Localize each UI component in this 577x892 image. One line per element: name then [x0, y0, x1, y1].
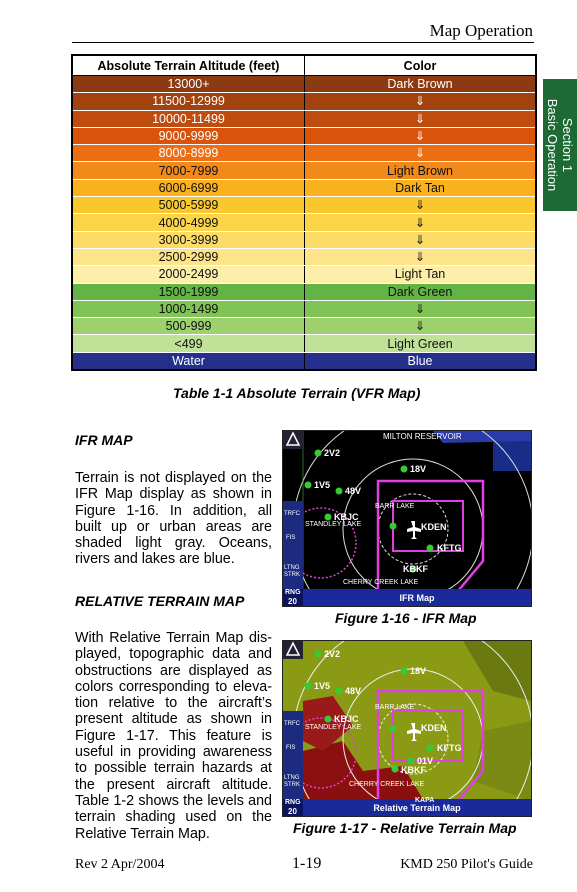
- relative-paragraph-line: With Relative Terrain Map dis-: [75, 630, 272, 646]
- terrain-row: [72, 283, 536, 300]
- color-cell: ⇓: [305, 214, 537, 231]
- color-cell: ⇓: [305, 248, 537, 265]
- ifr-range-value: 20: [288, 597, 297, 606]
- relative-map-place-label: 18V: [410, 666, 427, 676]
- relative-map-place-label: KBKF: [401, 765, 426, 775]
- relative-terrain-paragraph: [75, 630, 272, 842]
- altitude-cell: 7000-7999: [72, 162, 305, 179]
- altitude-cell: <499: [72, 335, 305, 352]
- relative-map-place-label: 1V5: [314, 681, 331, 691]
- altitude-cell: 2000-2499: [72, 266, 305, 283]
- ifr-traffic-button[interactable]: TRFC: [284, 511, 300, 517]
- ifr-range-label: RNG: [285, 589, 301, 596]
- table-caption: Table 1-1 Absolute Terrain (VFR Map): [173, 385, 421, 401]
- altitude-cell: 8000-8999: [72, 145, 305, 162]
- relative-map-place-label: 01V: [417, 756, 434, 766]
- relative-paragraph-line: colors corresponding to eleva-: [75, 678, 272, 695]
- ifr-paragraph-line: shaded light gray. Oceans,: [75, 535, 272, 552]
- relative-paragraph-line: Figure 1-17. This feature is: [75, 727, 272, 744]
- relative-map-place-label: CHERRY CREEK LAKE: [349, 781, 425, 788]
- ifr-map-place-label: 2V2: [324, 448, 341, 458]
- section-tab: [543, 79, 577, 211]
- relative-paragraph-line: useful in providing awareness: [75, 744, 272, 761]
- relative-paragraph-line: terrain shading used on the: [75, 809, 272, 826]
- terrain-row: [72, 335, 536, 352]
- column-header-altitude: Absolute Terrain Altitude (feet): [72, 55, 305, 76]
- color-cell: ⇓: [305, 110, 537, 127]
- ifr-map-paragraph: [75, 470, 272, 568]
- terrain-row: [72, 110, 536, 127]
- color-cell: Dark Tan: [305, 179, 537, 196]
- terrain-color-table: [71, 54, 537, 371]
- terrain-row: [72, 162, 536, 179]
- ifr-map-heading: IFR MAP: [75, 432, 133, 448]
- color-cell: ⇓: [305, 93, 537, 110]
- section-tab-line1: Section 1: [560, 117, 575, 173]
- altitude-cell: 11500-12999: [72, 93, 305, 110]
- terrain-row: [72, 197, 536, 214]
- color-cell: ⇓: [305, 127, 537, 144]
- relative-fis-button[interactable]: FIS: [286, 745, 296, 751]
- ifr-paragraph-line: IFR Map display as shown in: [75, 486, 272, 503]
- ifr-map-place-label: 18V: [410, 464, 427, 474]
- footer-page-number: 1-19: [292, 855, 322, 872]
- ifr-map-mode-label: IFR Map: [399, 593, 435, 603]
- terrain-row: [72, 93, 536, 110]
- section-tab-line2: Basic Operation: [545, 98, 560, 192]
- altitude-cell: 500-999: [72, 318, 305, 335]
- relative-map-mode-label: Relative Terrain Map: [373, 803, 461, 813]
- color-cell: ⇓: [305, 197, 537, 214]
- relative-map-place-label: STANDLEY LAKE: [305, 724, 362, 731]
- relative-map-place-label: 48V: [345, 686, 362, 696]
- ifr-paragraph-line: Terrain is not displayed on the: [75, 470, 272, 486]
- ifr-map-place-label: STANDLEY LAKE: [305, 521, 362, 528]
- terrain-row: [72, 248, 536, 265]
- altitude-cell: 13000+: [72, 76, 305, 93]
- relative-terrain-heading: RELATIVE TERRAIN MAP: [75, 593, 245, 609]
- altitude-cell: 3000-3999: [72, 231, 305, 248]
- terrain-row: [72, 145, 536, 162]
- terrain-row: [72, 127, 536, 144]
- altitude-cell: 10000-11499: [72, 110, 305, 127]
- relative-paragraph-line: obstructions are displayed as: [75, 662, 272, 679]
- ifr-map-place-label: CHERRY CREEK LAKE: [343, 579, 419, 586]
- ifr-map-place-label: 48V: [345, 486, 362, 496]
- relative-paragraph-line: to possible terrain hazards at: [75, 760, 272, 777]
- color-cell: ⇓: [305, 300, 537, 317]
- figure-1-16-caption: Figure 1-16 - IFR Map: [335, 610, 477, 626]
- color-cell: ⇓: [305, 231, 537, 248]
- ifr-lightning-button[interactable]: LTNG STRK: [284, 565, 301, 578]
- altitude-cell: 1500-1999: [72, 283, 305, 300]
- relative-paragraph-line: present altitude as shown in: [75, 711, 272, 728]
- ifr-paragraph-line: built up or urban areas are: [75, 518, 272, 535]
- terrain-row: [72, 179, 536, 196]
- relative-paragraph-line: Relative Terrain Map.: [75, 825, 210, 842]
- altitude-cell: 1000-1499: [72, 300, 305, 317]
- ifr-map-place-label: KBJC: [334, 512, 359, 522]
- relative-paragraph-line: Table 1-2 shows the levels and: [75, 792, 272, 809]
- altitude-cell: 4000-4999: [72, 214, 305, 231]
- ifr-map-place-label: KFTG: [437, 543, 462, 553]
- header-rule: [72, 42, 534, 43]
- footer-revision: Rev 2 Apr/2004: [75, 857, 165, 872]
- color-cell: Light Green: [305, 335, 537, 352]
- altitude-cell: Water: [72, 352, 305, 370]
- terrain-row: [72, 76, 536, 93]
- figure-1-17-caption: Figure 1-17 - Relative Terrain Map: [293, 820, 517, 836]
- relative-paragraph-line: played, topographic data and: [75, 646, 272, 663]
- color-cell: Dark Green: [305, 283, 537, 300]
- relative-lightning-button[interactable]: LTNG STRK: [284, 775, 301, 788]
- ifr-map-place-label: KDEN: [421, 522, 447, 532]
- terrain-row: [72, 300, 536, 317]
- altitude-cell: 2500-2999: [72, 248, 305, 265]
- footer-guide-title: KMD 250 Pilot's Guide: [400, 857, 533, 872]
- terrain-row: [72, 266, 536, 283]
- terrain-row: [72, 352, 536, 370]
- relative-map-place-label: BARR LAKE: [375, 704, 415, 711]
- ifr-map-place-label: KBKF: [403, 564, 428, 574]
- relative-map-place-label: 2V2: [324, 649, 341, 659]
- color-cell: ⇓: [305, 145, 537, 162]
- page-header-title: Map Operation: [429, 21, 533, 40]
- ifr-map-screen: [282, 430, 532, 607]
- terrain-row: [72, 231, 536, 248]
- color-cell: Blue: [305, 352, 537, 370]
- color-cell: Light Brown: [305, 162, 537, 179]
- relative-traffic-button[interactable]: TRFC: [284, 721, 300, 727]
- ifr-map-place-label: BARR LAKE: [375, 503, 415, 510]
- relative-range-value: 20: [288, 807, 297, 816]
- altitude-cell: 5000-5999: [72, 197, 305, 214]
- color-cell: Dark Brown: [305, 76, 537, 93]
- terrain-row: [72, 214, 536, 231]
- terrain-row: [72, 318, 536, 335]
- ifr-paragraph-line: rivers and lakes are blue.: [75, 551, 235, 568]
- relative-map-place-label: KDEN: [421, 723, 447, 733]
- relative-paragraph-line: the present aircraft altitude.: [75, 776, 272, 793]
- altitude-cell: 6000-6999: [72, 179, 305, 196]
- color-cell: ⇓: [305, 318, 537, 335]
- ifr-map-place-label: 1V5: [314, 480, 331, 490]
- relative-map-place-label: KAPA: [415, 797, 435, 804]
- ifr-paragraph-line: Figure 1-16. In addition, all: [75, 502, 272, 519]
- ifr-fis-button[interactable]: FIS: [286, 535, 296, 541]
- altitude-cell: 9000-9999: [72, 127, 305, 144]
- relative-range-label: RNG: [285, 799, 301, 806]
- relative-map-place-label: KFTG: [437, 743, 462, 753]
- ifr-map-place-label: MILTON RESERVOIR: [383, 432, 462, 441]
- relative-map-place-label: KBJC: [334, 714, 359, 724]
- relative-paragraph-line: tion relative to the aircraft’s: [75, 695, 272, 712]
- color-cell: Light Tan: [305, 266, 537, 283]
- relative-terrain-map-screen: [282, 640, 532, 817]
- column-header-color: Color: [305, 55, 537, 76]
